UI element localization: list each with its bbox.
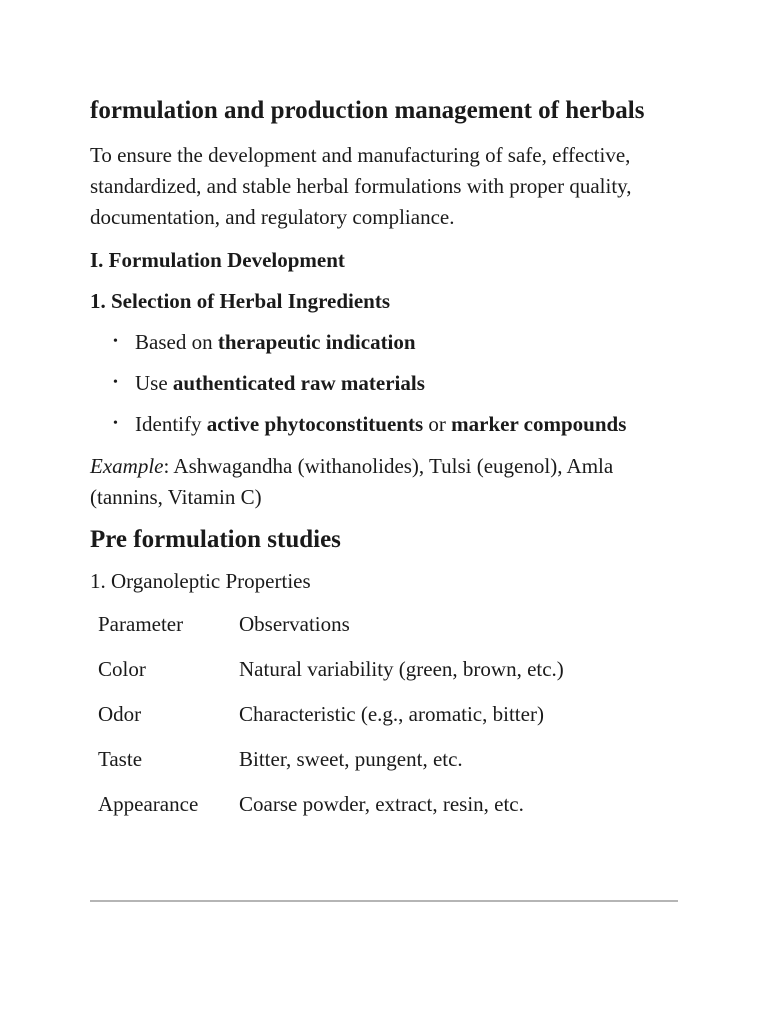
table-row [90,782,572,827]
list-item [113,328,678,356]
table-header-observations: Observations [239,612,350,636]
bullet-icon: • [113,416,118,431]
table-cell-observation: Natural variability (green, brown, etc.) [239,657,564,681]
organoleptic-table [90,602,572,827]
table-cell-parameter: Odor [98,702,142,726]
ingredient-selection-list [90,328,678,438]
example-paragraph [90,451,678,513]
table-cell-parameter: Taste [98,747,143,771]
list-item-prefix: Use [135,371,173,395]
table-row [90,737,572,782]
bullet-icon: • [113,334,118,349]
example-label: Example [90,454,164,478]
list-item-prefix: Identify [135,412,207,436]
section-heading-formulation-development: I. Formulation Development [90,248,345,272]
table-cell-observation: Characteristic (e.g., aromatic, bitter) [239,702,544,726]
organoleptic-heading: 1. Organoleptic Properties [90,569,311,593]
subsection-heading-herbal-ingredients: 1. Selection of Herbal Ingredients [90,289,391,313]
list-item [113,410,678,438]
list-item-emphasis-2: marker compounds [451,412,627,436]
intro-paragraph: To ensure the development and manufacturing of safe, effective, standardized, and stable herbal formulations with proper quality, documentation, and regulatory compliance. [90,143,632,229]
table-cell-parameter: Color [98,657,146,681]
list-item-emphasis: therapeutic indication [217,330,416,354]
list-item-prefix: Based on [135,330,218,354]
table-row [90,647,572,692]
table-header-parameter: Parameter [98,612,184,636]
table-header-row [90,602,572,647]
list-item-emphasis: active phytoconstituents [206,412,424,436]
table-row [90,692,572,737]
preformulation-heading: Pre formulation studies [90,526,341,553]
horizontal-divider [90,900,678,902]
list-item-middle: or [423,412,452,436]
example-text: : Ashwagandha (withanolides), Tulsi (eugenol), Amla (tannins, Vitamin C) [90,454,614,509]
bullet-icon: • [113,375,118,390]
list-item [113,369,678,397]
document-title: formulation and production management of herbals [90,97,645,124]
table-cell-parameter: Appearance [98,792,199,816]
list-item-emphasis: authenticated raw materials [172,371,425,395]
table-cell-observation: Coarse powder, extract, resin, etc. [239,792,524,816]
table-cell-observation: Bitter, sweet, pungent, etc. [239,747,463,771]
